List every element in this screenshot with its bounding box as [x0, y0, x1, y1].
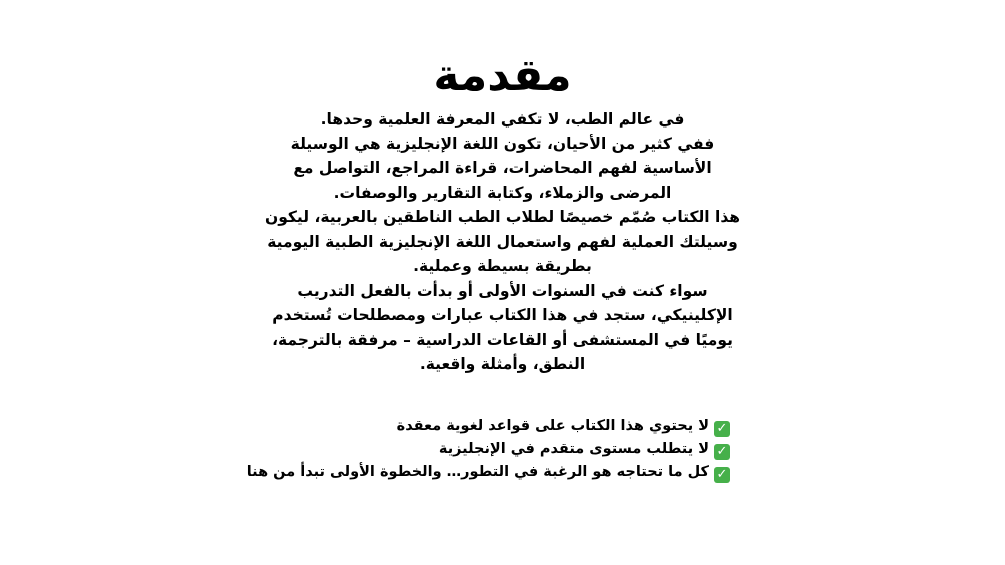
intro-paragraph: سواء كنت في السنوات الأولى أو بدأت بالفعل التدريب الإكلينيكي، ستجد في هذا الكتاب عبارات ومصطلحات تُستخدم يوميًا في المستشفى أو القاعات الدراسية – مرفقة بالترجمة، النطق، وأمثلة واقعية. — [272, 281, 733, 373]
checklist-item — [240, 415, 730, 438]
checklist-item-label: لا يحتوي هذا الكتاب على قواعد لغوية معقدة — [396, 418, 709, 434]
checklist-item — [240, 461, 730, 484]
check-mark-icon: ✓ — [714, 467, 730, 483]
intro-text — [262, 107, 743, 377]
feature-checklist — [240, 415, 730, 484]
page-title: مقدمة — [433, 50, 572, 101]
checklist-item — [240, 438, 730, 461]
intro-paragraph: في عالم الطب، لا تكفي المعرفة العلمية وحدها. — [320, 110, 685, 128]
checklist-item-label: لا يتطلب مستوى متقدم في الإنجليزية — [438, 441, 709, 457]
checklist-item-label: كل ما تحتاجه هو الرغبة في التطور… والخطوة الأولى تبدأ من هنا — [246, 464, 709, 480]
check-mark-icon: ✓ — [714, 421, 730, 437]
intro-paragraph: هذا الكتاب صُمّم خصيصًا لطلاب الطب الناطقين بالعربية، ليكون وسيلتك العملية لفهم واستعمال اللغة الإنجليزية الطبية اليومية بطريقة بسيطة وعملية. — [264, 208, 741, 275]
intro-paragraph: ففي كثير من الأحيان، تكون اللغة الإنجليزية هي الوسيلة الأساسية لفهم المحاضرات، قراءة المراجع، التواصل مع المرضى والزملاء، وكتابة التقارير والوصفات. — [290, 134, 715, 202]
check-mark-icon: ✓ — [714, 444, 730, 460]
